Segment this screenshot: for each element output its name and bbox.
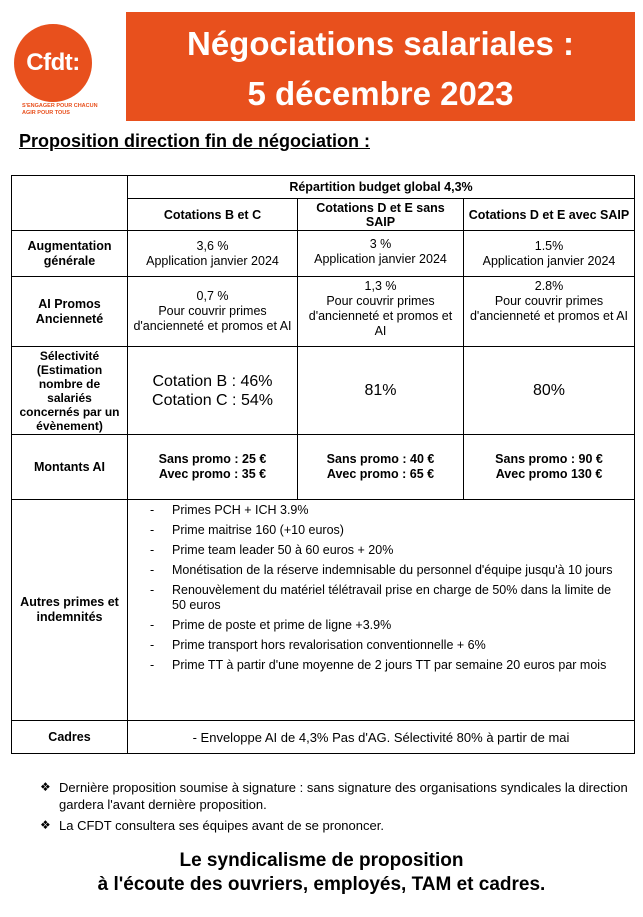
- cell-detail: Pour couvrir primes d'ancienneté et promos et AI: [133, 304, 292, 333]
- cell-value: Avec promo 130 €: [495, 467, 603, 481]
- cell-detail: Application janvier 2024: [482, 253, 616, 268]
- table-cell: [128, 277, 298, 347]
- row-label: Montants AI: [12, 435, 128, 500]
- cell-value: 2.8%: [534, 279, 564, 293]
- note-text: La CFDT consultera ses équipes avant de se prononcer.: [59, 818, 384, 833]
- cell-value: Cotation C : 54%: [152, 391, 273, 409]
- cell-value: Cotation B : 46%: [152, 372, 273, 390]
- cell-value: 0,7 %: [196, 289, 229, 303]
- cell-value: 1,3 %: [364, 279, 397, 293]
- logo-circle: [14, 24, 92, 102]
- proposal-table: [11, 175, 635, 754]
- row-label-main: Sélectivité: [39, 348, 100, 363]
- footer-line-1: Le syndicalisme de proposition: [179, 850, 464, 871]
- budget-header: Répartition budget global 4,3%: [128, 176, 635, 199]
- diamond-bullet-icon: ❖: [40, 780, 51, 794]
- list-item: - Prime transport hors revalorisation conventionnelle + 6%: [150, 638, 626, 653]
- list-item: - Monétisation de la réserve indemnisable du personnel d'équipe jusqu'à 10 jours: [150, 563, 626, 578]
- table-cell: 80%: [464, 347, 635, 435]
- cell-value: Avec promo : 65 €: [326, 467, 435, 481]
- logo-text: Cfdt:: [26, 49, 80, 76]
- title-line-1: Négociations salariales :: [187, 25, 574, 62]
- cell-value: Avec promo : 35 €: [158, 467, 267, 481]
- row-label-detail: (Estimation nombre de salariés concernés par un évènement): [19, 362, 120, 433]
- table-cell: [128, 231, 298, 277]
- table-cell: [298, 231, 464, 277]
- column-header: Cotations D et E avec SAIP: [464, 199, 635, 231]
- row-label: Autres primes et indemnités: [12, 500, 128, 721]
- column-header: Cotations B et C: [128, 199, 298, 231]
- row-label: [12, 347, 128, 435]
- list-item: - Primes PCH + ICH 3.9%: [150, 503, 626, 518]
- table-cell: [464, 277, 635, 347]
- diamond-bullet-icon: ❖: [40, 818, 51, 832]
- list-item: - Prime team leader 50 à 60 euros + 20%: [150, 543, 626, 558]
- table-cell: [464, 435, 635, 500]
- table-cell: [128, 435, 298, 500]
- logo-tagline: S'ENGAGER POUR CHACUN AGIR POUR TOUS: [22, 103, 98, 116]
- title-line-2: 5 décembre 2023: [247, 75, 514, 112]
- other-primes-list: [128, 503, 634, 673]
- title-banner: [126, 12, 635, 121]
- table-cell: [298, 277, 464, 347]
- table-row: [12, 176, 635, 199]
- table-row: [12, 500, 635, 721]
- footer-slogan: [0, 849, 643, 897]
- cell-detail: Pour couvrir primes d'ancienneté et promos et AI: [469, 294, 629, 323]
- table-cell: - Enveloppe AI de 4,3% Pas d'AG. Sélectivité 80% à partir de mai: [128, 721, 635, 754]
- table-cell: [128, 347, 298, 435]
- row-label: AI Promos Ancienneté: [12, 277, 128, 347]
- note-item: [40, 779, 630, 813]
- list-item: - Prime de poste et prime de ligne +3.9%: [150, 618, 626, 633]
- list-item: - Renouvèlement du matériel télétravail prise en charge de 50% dans la limite de 50 euros: [150, 583, 626, 613]
- row-label: Augmentation générale: [12, 231, 128, 277]
- section-subtitle: Proposition direction fin de négociation :: [19, 131, 370, 151]
- cell-value: Sans promo : 90 €: [495, 452, 603, 466]
- list-item: - Prime TT à partir d'une moyenne de 2 jours TT par semaine 20 euros par mois: [150, 658, 626, 673]
- cell-detail: Application janvier 2024: [314, 252, 447, 266]
- cell-value: Sans promo : 25 €: [158, 452, 267, 466]
- column-header: Cotations D et E sans SAIP: [298, 199, 464, 231]
- cell-detail: Application janvier 2024: [146, 253, 279, 268]
- list-item: - Prime maitrise 160 (+10 euros): [150, 523, 626, 538]
- table-row: [12, 721, 635, 754]
- note-text: Dernière proposition soumise à signature : sans signature des organisations syndicales la direction gardera l'avant dernière proposition.: [59, 780, 628, 812]
- cell-value: 3 %: [369, 237, 392, 251]
- note-item: [40, 817, 630, 834]
- table-cell: [298, 435, 464, 500]
- table-cell: [128, 500, 635, 721]
- table-cell: [464, 231, 635, 277]
- table-row: [12, 277, 635, 347]
- table-row: [12, 435, 635, 500]
- cell-value: 1.5%: [534, 238, 564, 253]
- row-label: Cadres: [12, 721, 128, 754]
- table-row: [12, 231, 635, 277]
- cfdt-logo: [8, 14, 108, 124]
- cell-value: Sans promo : 40 €: [326, 452, 435, 466]
- corner-cell: [12, 199, 128, 231]
- table-row: [12, 347, 635, 435]
- footer-line-2: à l'écoute des ouvriers, employés, TAM et cadres.: [97, 874, 546, 895]
- cell-detail: Pour couvrir primes d'ancienneté et promos et AI: [308, 294, 453, 338]
- cell-value: 3,6 %: [196, 238, 229, 253]
- table-row: [12, 199, 635, 231]
- corner-cell: [12, 176, 128, 199]
- table-cell: 81%: [298, 347, 464, 435]
- notes: [40, 779, 630, 838]
